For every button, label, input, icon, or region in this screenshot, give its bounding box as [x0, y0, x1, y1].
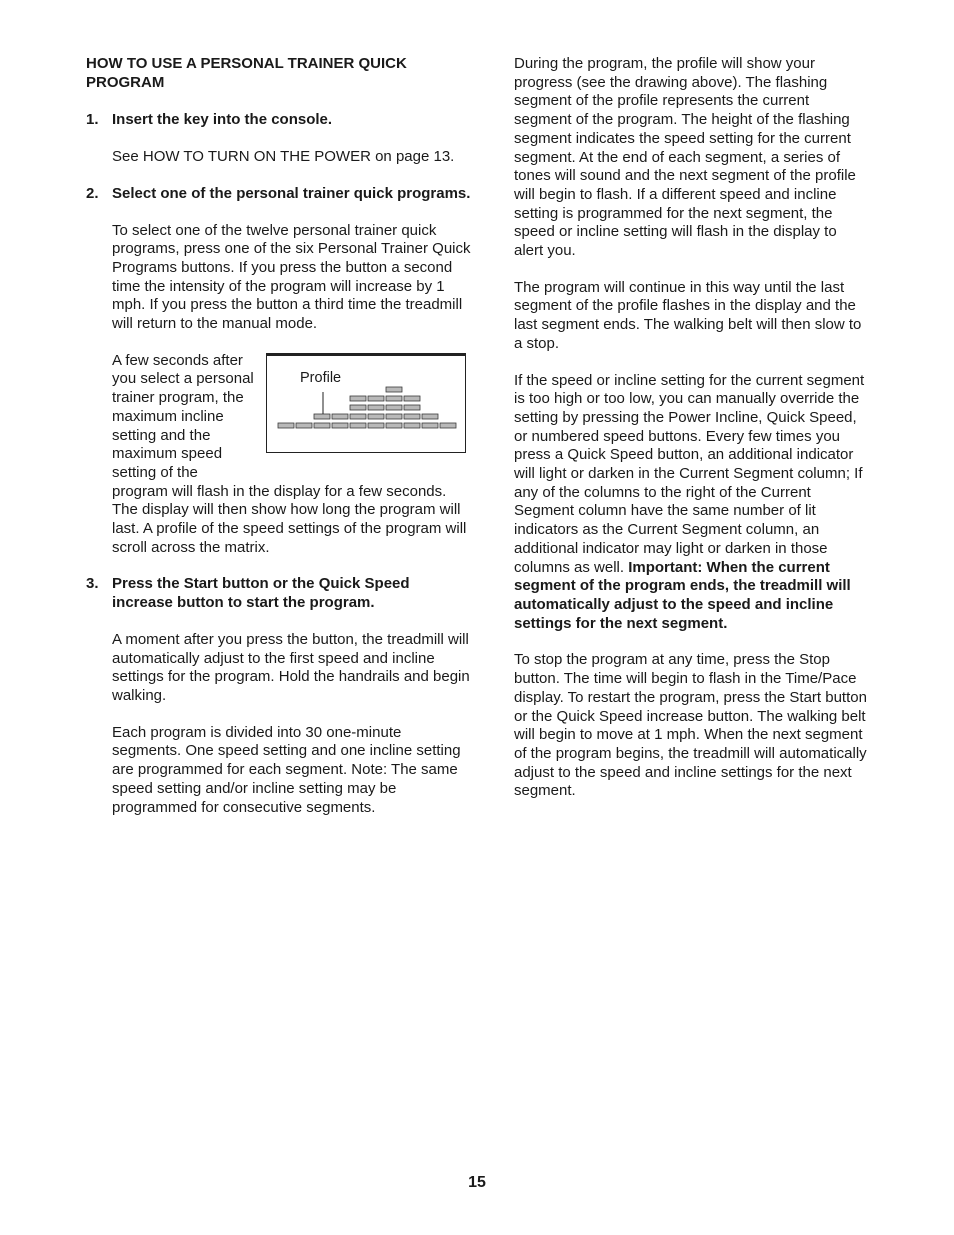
- profile-segment: [368, 405, 384, 410]
- profile-segment: [440, 423, 456, 428]
- profile-matrix-drawing: [267, 356, 465, 452]
- step-3-text-1: A moment after you press the button, the treadmill will automatically adjust to the first speed and incline settings for the program. Hold the handrails and begin walking.: [112, 630, 470, 704]
- profile-segment: [386, 423, 402, 428]
- profile-segment: [368, 396, 384, 401]
- profile-segment: [386, 405, 402, 410]
- step-1-number: 1.: [86, 111, 99, 129]
- profile-segment: [368, 423, 384, 428]
- profile-segment: [350, 396, 366, 401]
- profile-segment: [350, 423, 366, 428]
- profile-segment: [386, 414, 402, 419]
- profile-segment: [404, 423, 420, 428]
- profile-segment: [404, 396, 420, 401]
- step-2-title: [86, 185, 471, 204]
- step-1-title-text: Insert the key into the console.: [112, 111, 333, 129]
- step-2-figure-paragraph: [86, 352, 471, 558]
- profile-figure: [266, 353, 466, 453]
- profile-segment: [404, 405, 420, 410]
- profile-segment: [368, 414, 384, 419]
- right-paragraph-3: [514, 372, 869, 634]
- important-note: Important: When the current segment of the program ends, the treadmill will automatically adjust to the speed and incline settings for the next segment.: [514, 558, 851, 632]
- step-2-text: To select one of the twelve personal trainer quick programs, press one of the six Personal Trainer Quick Programs buttons. If you press the button a second time the intensity of the program will increase by 1 mph. If you press the button a third time the treadmill will return to the manual mode.: [112, 221, 471, 333]
- profile-label: Profile: [300, 369, 342, 386]
- step-2-title-text: Select one of the personal trainer quick programs.: [112, 184, 471, 202]
- step-2-number: 2.: [86, 184, 99, 202]
- step-1-text: See HOW TO TURN ON THE POWER on page 13.: [112, 148, 455, 166]
- profile-segment: [278, 423, 294, 428]
- profile-segment: [386, 396, 402, 401]
- left-column: [86, 55, 471, 835]
- profile-segment: [386, 387, 402, 392]
- section-heading: HOW TO USE A PERSONAL TRAINER QUICK PROGRAM: [86, 55, 407, 91]
- right-paragraph-4: To stop the program at any time, press the Stop button. The time will begin to flash in the Time/Pace display. To restart the program, press the Start button or the Quick Speed increase button. The walking belt will begin to move at 1 mph. When the next segment of the program begins, the treadmill will automatically adjust to the speed and incline settings for the next segment.: [514, 651, 867, 800]
- right-paragraph-3-text: If the speed or incline setting for the current segment is too high or too low, you can manually override the setting by pressing the Power Incline, Quick Speed, or numbered speed buttons. Every few times you press a Quick Speed button, an additional indicator will light or darken in the Current Segment column; If any of the columns to the right of the Current Segment column have the same number of lit indicators as the Current Segment column, an additional indicator may light or darken in those columns as well.: [514, 371, 865, 576]
- right-column: [514, 55, 869, 819]
- step-3-title-text: Press the Start button or the Quick Speed increase button to start the program.: [112, 575, 410, 612]
- profile-segment: [314, 423, 330, 428]
- profile-segment: [332, 414, 348, 419]
- right-paragraph-2: The program will continue in this way until the last segment of the profile flashes in the display and the last segment ends. The walking belt will then slow to a stop.: [514, 278, 862, 352]
- step-3-title: [86, 575, 471, 612]
- step-2-wrap-text: A few seconds after you select a personal trainer program, the maximum incline setting and the maximum speed setting of the program will flash in the display for a few seconds. The display will then show how long the program will last. A profile of the speed settings of the program will scroll across the matrix.: [112, 351, 467, 556]
- profile-segment: [296, 423, 312, 428]
- profile-segment: [350, 405, 366, 410]
- profile-segment: [350, 414, 366, 419]
- page-number: 15: [468, 1174, 486, 1191]
- profile-segment: [314, 414, 330, 419]
- profile-segment: [404, 414, 420, 419]
- step-3-number: 3.: [86, 575, 99, 593]
- profile-segment: [332, 423, 348, 428]
- step-1-title: [86, 111, 471, 130]
- step-3-text-2: Each program is divided into 30 one-minute segments. One speed setting and one incline setting are programmed for each segment. Note: The same speed setting and/or incline setting may be programmed for consecutive segments.: [112, 723, 461, 816]
- profile-segment: [422, 414, 438, 419]
- profile-segment: [422, 423, 438, 428]
- right-paragraph-1: During the program, the profile will show your progress (see the drawing above). The flashing segment of the profile represents the current segment of the program. The height of the flashing segment indicates the speed setting for the current segment. At the end of each segment, a series of tones will sound and the next segment of the profile will begin to flash. If a different speed and incline setting is programmed for the next segment, the speed or incline setting will flash in the display to alert you.: [514, 55, 856, 260]
